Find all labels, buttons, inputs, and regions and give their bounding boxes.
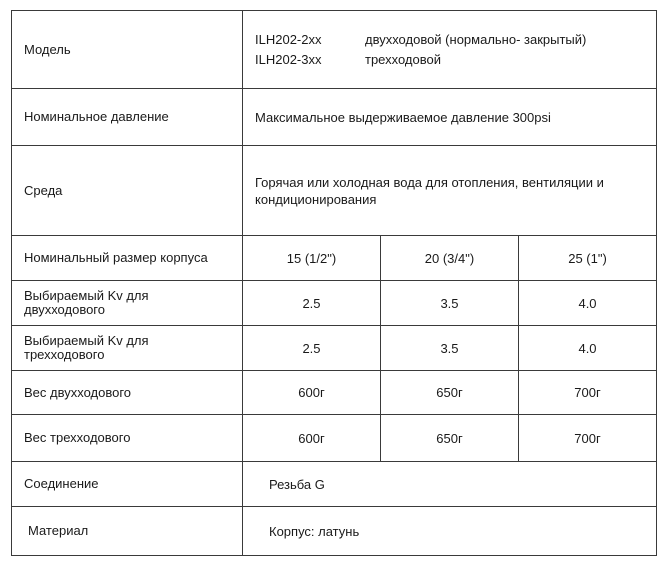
- kv-three-way-value: 3.5: [381, 326, 519, 371]
- label-body-size: Номинальный размер корпуса: [12, 236, 243, 281]
- row-weight-two-way: [12, 371, 657, 415]
- label-model: Модель: [12, 11, 243, 89]
- value-connection: Резьба G: [243, 462, 657, 507]
- label-kv-two-way: Выбираемый Kv для двухходового: [12, 281, 243, 326]
- kv-three-way-value: 2.5: [243, 326, 381, 371]
- model-code: ILH202-2xx: [255, 31, 322, 47]
- label-kv-three-way: Выбираемый Kv для трехходового: [12, 326, 243, 371]
- weight-three-way-value: 700г: [519, 415, 657, 462]
- weight-three-way-value: 600г: [243, 415, 381, 462]
- label-weight-three-way: Вес трехходового: [12, 415, 243, 462]
- kv-three-way-value: 4.0: [519, 326, 657, 371]
- label-medium: Среда: [12, 146, 243, 236]
- kv-two-way-value: 2.5: [243, 281, 381, 326]
- kv-two-way-value: 3.5: [381, 281, 519, 326]
- row-kv-two-way: [12, 281, 657, 326]
- model-line-2: [255, 50, 644, 70]
- row-weight-three-way: [12, 415, 657, 462]
- value-material: Корпус: латунь: [243, 507, 657, 556]
- row-body-size: [12, 236, 657, 281]
- label-weight-two-way: Вес двухходового: [12, 371, 243, 415]
- label-pressure: Номинальное давление: [12, 89, 243, 146]
- model-desc: двухходовой (нормально- закрытый): [365, 31, 587, 47]
- weight-two-way-value: 700г: [519, 371, 657, 415]
- row-medium: [12, 146, 657, 236]
- label-material: Материал: [12, 507, 243, 556]
- model-code: ILH202-3xx: [255, 51, 322, 67]
- row-connection: [12, 462, 657, 507]
- kv-two-way-value: 4.0: [519, 281, 657, 326]
- spec-table: [11, 10, 657, 556]
- body-size-value: 25 (1"): [519, 236, 657, 281]
- row-material: [12, 507, 657, 556]
- model-desc: трехходовой: [365, 51, 441, 67]
- weight-three-way-value: 650г: [381, 415, 519, 462]
- body-size-value: 15 (1/2"): [243, 236, 381, 281]
- label-connection: Соединение: [12, 462, 243, 507]
- value-pressure: Максимальное выдерживаемое давление 300psi: [243, 89, 657, 146]
- row-kv-three-way: [12, 326, 657, 371]
- weight-two-way-value: 650г: [381, 371, 519, 415]
- model-line-1: [255, 30, 644, 50]
- row-model: [12, 11, 657, 89]
- value-model: [243, 11, 657, 89]
- body-size-value: 20 (3/4"): [381, 236, 519, 281]
- value-medium: Горячая или холодная вода для отопления, вентиляции и кондиционирования: [243, 146, 657, 236]
- row-pressure: [12, 89, 657, 146]
- weight-two-way-value: 600г: [243, 371, 381, 415]
